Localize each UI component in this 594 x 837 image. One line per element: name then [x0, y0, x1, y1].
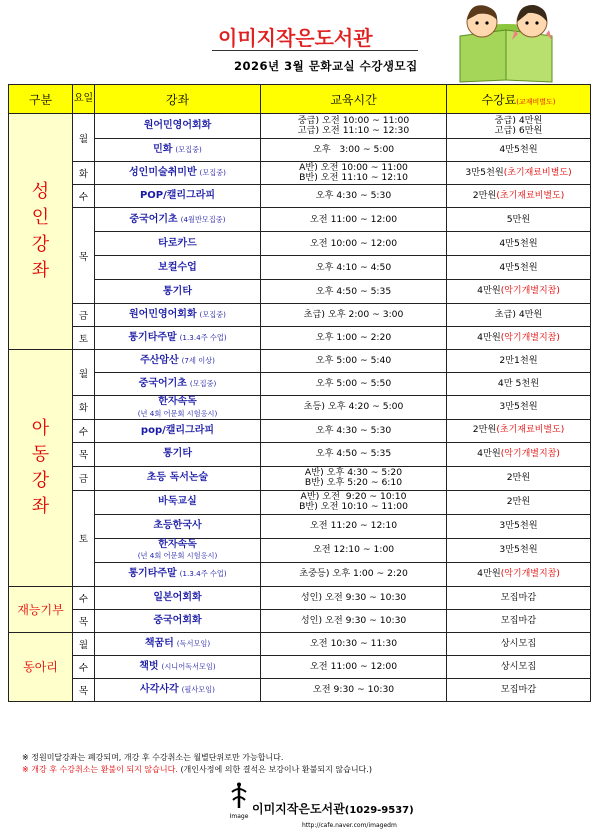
time-cell: 오후 5:00 ~ 5:40	[261, 350, 447, 373]
fee-cell	[447, 609, 591, 632]
header	[0, 0, 594, 84]
time-cell: 오후 4:50 ~ 5:35	[261, 442, 447, 466]
course-name: 통기타주말	[128, 568, 177, 580]
table-row	[9, 373, 591, 396]
time-cell: 성인) 오전 9:30 ~ 10:30	[261, 586, 447, 609]
fee-amount: 모집마감	[500, 591, 537, 603]
course-name: 일본어회화	[153, 591, 202, 603]
library-logo-icon	[228, 782, 250, 822]
course-name: 사각사각	[140, 683, 179, 695]
table-row	[9, 586, 591, 609]
course-cell	[95, 373, 261, 396]
title-underline	[212, 50, 418, 51]
fee-cell	[447, 419, 591, 442]
fee-amount: 2만원	[506, 496, 531, 508]
course-name: 보컬수업	[158, 261, 197, 273]
fee-cell	[447, 304, 591, 327]
course-note: (독서모임)	[176, 638, 211, 648]
fee-cell	[447, 490, 591, 514]
table-row	[9, 139, 591, 162]
fee-cell	[447, 280, 591, 304]
day-cell: 월	[73, 350, 95, 396]
time-cell: 오전 12:10 ~ 1:00	[261, 538, 447, 562]
time-cell: 오전 11:00 ~ 12:00	[261, 655, 447, 678]
fee-cell	[447, 466, 591, 490]
header-time: 교육시간	[261, 85, 447, 114]
course-name: 초등한국사	[153, 520, 202, 532]
time-cell: 오후 4:30 ~ 5:30	[261, 185, 447, 208]
fee-cell	[447, 396, 591, 420]
category-cell-child: 아 동 강 좌	[9, 350, 73, 587]
course-cell	[95, 162, 261, 185]
table-row	[9, 304, 591, 327]
header-fee-label: 수강료	[481, 92, 517, 107]
table-row	[9, 655, 591, 678]
table-row	[9, 232, 591, 256]
course-cell	[95, 139, 261, 162]
fee-cell	[447, 373, 591, 396]
table-row	[9, 442, 591, 466]
fee-note: (초기재료비별도)	[503, 167, 572, 178]
fee-cell	[447, 114, 591, 139]
fee-amount: 2만1천원	[499, 355, 538, 367]
time-cell: 오전 10:00 ~ 12:00	[261, 232, 447, 256]
fee-amount: 4만5천원	[499, 237, 538, 249]
fee-cell	[447, 350, 591, 373]
time-cell: 중급) 오전 10:00 ~ 11:00 고급) 오전 11:10 ~ 12:30	[261, 114, 447, 139]
table-row	[9, 490, 591, 514]
course-cell	[95, 208, 261, 232]
course-name: POP/캘리그라피	[139, 190, 216, 202]
day-cell: 월	[73, 632, 95, 655]
fee-amount: 4만원	[477, 447, 501, 459]
course-cell	[95, 586, 261, 609]
day-cell: 수	[73, 185, 95, 208]
footer-url[interactable]: http://cafe.naver.com/imagedm	[302, 822, 397, 829]
time-cell: 오전 11:00 ~ 12:00	[261, 208, 447, 232]
day-cell: 월	[73, 114, 95, 162]
course-name: 중국어기초	[138, 378, 187, 390]
time-cell: A반) 오전 10:00 ~ 11:00 B반) 오전 11:10 ~ 12:10	[261, 162, 447, 185]
course-note: (필사모임)	[181, 684, 215, 694]
header-day: 요일	[73, 85, 95, 114]
day-cell: 금	[73, 466, 95, 490]
table-row	[9, 609, 591, 632]
course-cell	[95, 256, 261, 280]
fee-cell	[447, 586, 591, 609]
course-cell	[95, 419, 261, 442]
course-cell	[95, 396, 261, 420]
course-cell	[95, 327, 261, 350]
page-subtitle: 2026년 3월 문화교실 수강생모집	[234, 59, 418, 73]
time-cell: A반) 오전 9:20 ~ 10:10 B반) 오전 10:10 ~ 11:00	[261, 490, 447, 514]
time-cell: 초등) 오후 4:20 ~ 5:00	[261, 396, 447, 420]
time-cell: A반) 오후 4:30 ~ 5:20 B반) 오후 5:20 ~ 6:10	[261, 466, 447, 490]
fee-amount: 3만5천원	[499, 401, 538, 413]
fee-cell	[447, 442, 591, 466]
fee-amount: 상시모집	[500, 637, 537, 649]
fee-note: (악기개별지참)	[500, 448, 560, 459]
course-name: pop/캘리그라피	[140, 424, 215, 436]
day-cell: 수	[73, 655, 95, 678]
fee-amount: 2만원	[506, 472, 531, 484]
table-row	[9, 419, 591, 442]
footnote-2	[22, 764, 372, 776]
table-row	[9, 538, 591, 562]
course-note: (1.3.4주 수업)	[179, 569, 227, 579]
footer-library-name	[252, 800, 414, 817]
fee-note: (초기재료비별도)	[496, 190, 565, 201]
fee-note: (악기개별지참)	[500, 568, 560, 579]
fee-cell	[447, 538, 591, 562]
time-cell: 오후 1:00 ~ 2:20	[261, 327, 447, 350]
day-cell: 수	[73, 586, 95, 609]
course-name: 통기타주말	[128, 332, 177, 344]
footnote-2-red: ※ 개강 후 수강취소는 환불이 되지 않습니다.	[22, 765, 178, 775]
class-schedule-table	[8, 84, 591, 702]
time-cell: 오전 10:30 ~ 11:30	[261, 632, 447, 655]
course-cell	[95, 185, 261, 208]
table-row	[9, 256, 591, 280]
course-name: 통기타	[163, 285, 192, 297]
time-cell: 성인) 오전 9:30 ~ 10:30	[261, 609, 447, 632]
course-note: (모집중)	[199, 310, 226, 320]
course-cell	[95, 114, 261, 139]
course-name: 초등 독서논술	[146, 472, 209, 484]
day-cell: 목	[73, 442, 95, 466]
time-cell: 오후 5:00 ~ 5:50	[261, 373, 447, 396]
time-cell: 초중등) 오후 1:00 ~ 2:20	[261, 562, 447, 586]
table-row	[9, 208, 591, 232]
course-cell	[95, 609, 261, 632]
fee-amount: 4만 5천원	[497, 378, 540, 390]
course-cell	[95, 514, 261, 538]
course-name: 원어민영어회화	[143, 120, 212, 132]
fee-amount: 3만5천원	[499, 520, 538, 532]
fee-amount: 중급) 4만원 고급) 6만원	[494, 115, 543, 136]
fee-cell	[447, 232, 591, 256]
fee-note: (악기개별지참)	[500, 332, 560, 343]
course-name: 책꿈터	[144, 637, 174, 649]
day-cell: 토	[73, 327, 95, 350]
course-name: 원어민영어회화	[129, 309, 197, 321]
table-row	[9, 466, 591, 490]
fee-cell	[447, 327, 591, 350]
course-name: 한자속독	[158, 538, 197, 550]
day-cell: 토	[73, 490, 95, 586]
day-cell: 금	[73, 304, 95, 327]
fee-cell	[447, 655, 591, 678]
course-cell	[95, 538, 261, 562]
course-name: 주산암산	[140, 355, 179, 367]
category-cell-adult: 성 인 강 좌	[9, 114, 73, 350]
table-row	[9, 632, 591, 655]
table-row	[9, 114, 591, 139]
fee-cell	[447, 562, 591, 586]
fee-amount: 초급) 4만원	[494, 309, 543, 321]
course-note: (1.3.4주 수업)	[179, 333, 227, 343]
course-cell	[95, 466, 261, 490]
fee-amount: 2만원	[472, 189, 497, 201]
footnotes	[22, 752, 372, 777]
time-cell: 오전 11:20 ~ 12:10	[261, 514, 447, 538]
table-row	[9, 678, 591, 701]
fee-amount: 4만5천원	[499, 144, 538, 156]
fee-cell	[447, 208, 591, 232]
logo-caption: Image	[229, 813, 249, 820]
course-name: 타로카드	[158, 237, 197, 249]
footnote-2-black: (개인사정에 의한 결석은 보강이나 환불되지 않습니다.)	[180, 765, 372, 775]
fee-cell	[447, 256, 591, 280]
course-name: 중국어회화	[153, 614, 202, 626]
day-cell: 수	[73, 419, 95, 442]
course-cell	[95, 490, 261, 514]
fee-amount: 상시모집	[500, 660, 537, 672]
fee-cell	[447, 678, 591, 701]
table-row	[9, 562, 591, 586]
fee-amount: 3만5천원	[499, 544, 538, 556]
course-name: 성인미술취미반	[129, 167, 197, 179]
course-name: 통기타	[163, 448, 192, 460]
fee-amount: 4만원	[477, 331, 501, 343]
course-name: 민화	[153, 144, 173, 156]
course-cell	[95, 678, 261, 701]
header-fee	[447, 85, 591, 114]
course-note: (년 4회 어문회 시험응시)	[137, 408, 218, 418]
time-cell: 오후 4:10 ~ 4:50	[261, 256, 447, 280]
table-row	[9, 185, 591, 208]
table-row	[9, 162, 591, 185]
fee-cell	[447, 139, 591, 162]
course-cell	[95, 562, 261, 586]
course-cell	[95, 442, 261, 466]
reading-children-illustration	[420, 0, 590, 84]
footnote-1: ※ 정원미달강좌는 폐강되며, 개강 후 수강취소는 월별단위로만 가능합니다.	[22, 753, 284, 762]
fee-cell	[447, 514, 591, 538]
fee-amount: 4만원	[477, 285, 501, 297]
course-note: (7세 이상)	[181, 356, 215, 366]
fee-note: (초기재료비별도)	[496, 425, 565, 436]
course-note: (모집중)	[199, 168, 226, 178]
fee-cell	[447, 162, 591, 185]
day-cell: 화	[73, 396, 95, 420]
fee-amount: 5만원	[506, 213, 531, 225]
day-cell: 화	[73, 162, 95, 185]
time-cell: 초급) 오후 2:00 ~ 3:00	[261, 304, 447, 327]
course-note: (년 4회 어문회 시험응시)	[137, 551, 218, 561]
table-header-row	[9, 85, 591, 114]
course-cell	[95, 304, 261, 327]
course-name: 책벗	[139, 660, 159, 672]
course-cell	[95, 280, 261, 304]
footer-name: 이미지작은도서관	[252, 802, 345, 816]
table-row	[9, 327, 591, 350]
fee-amount: 3만5천원	[465, 166, 504, 178]
fee-amount: 모집마감	[500, 614, 537, 626]
fee-cell	[447, 632, 591, 655]
day-cell: 목	[73, 678, 95, 701]
time-cell: 오후 4:30 ~ 5:30	[261, 419, 447, 442]
course-note: (모집중)	[175, 145, 202, 155]
course-cell	[95, 655, 261, 678]
footer-phone: (1029-9537)	[344, 805, 414, 816]
time-cell: 오전 9:30 ~ 10:30	[261, 678, 447, 701]
course-cell	[95, 632, 261, 655]
header-fee-note: (교재비별도)	[516, 97, 556, 106]
header-course: 강좌	[95, 85, 261, 114]
fee-note: (악기개별지참)	[500, 286, 560, 297]
day-cell: 목	[73, 208, 95, 304]
course-name: 중국어기초	[129, 213, 178, 225]
fee-amount: 모집마감	[500, 683, 537, 695]
course-cell	[95, 232, 261, 256]
course-note: (4월반모집중)	[180, 214, 226, 224]
fee-amount: 4만5천원	[499, 261, 538, 273]
course-note: (시니어독서모임)	[161, 661, 216, 671]
table-row	[9, 514, 591, 538]
fee-cell	[447, 185, 591, 208]
course-cell	[95, 350, 261, 373]
time-cell: 오후 3:00 ~ 5:00	[261, 139, 447, 162]
time-cell: 오후 4:50 ~ 5:35	[261, 280, 447, 304]
fee-amount: 2만원	[472, 424, 497, 436]
header-category: 구분	[9, 85, 73, 114]
course-name: 바둑교실	[158, 496, 197, 508]
table-row	[9, 350, 591, 373]
page-title: 이미지작은도서관	[218, 26, 373, 50]
day-cell: 목	[73, 609, 95, 632]
course-name: 한자속독	[158, 396, 197, 407]
category-cell-club: 동아리	[9, 632, 73, 701]
table-row	[9, 396, 591, 420]
category-cell-donation: 재능기부	[9, 586, 73, 632]
table-row	[9, 280, 591, 304]
course-note: (모집중)	[189, 379, 217, 389]
fee-amount: 4만원	[477, 567, 501, 579]
